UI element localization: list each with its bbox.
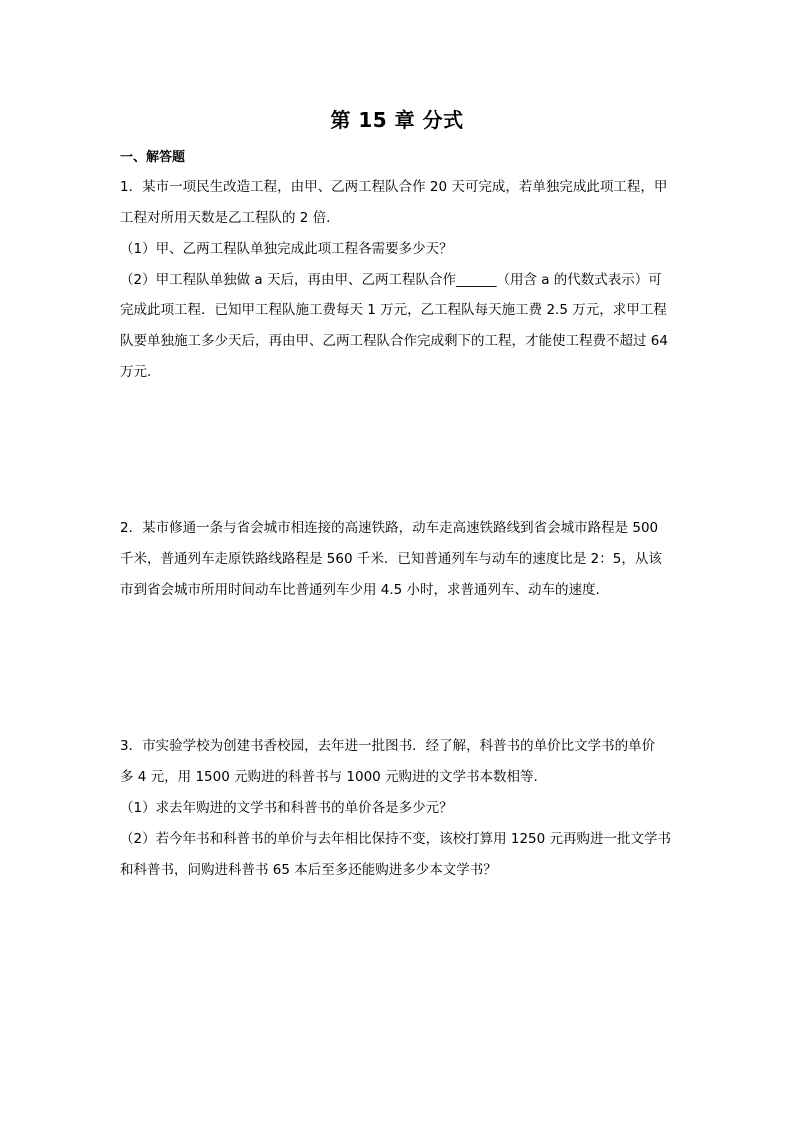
- q3-line-2: 多 4 元，用 1500 元购进的科普书与 1000 元购进的文学书本数相等.: [120, 769, 538, 785]
- page-title: 第 15 章 分式: [330, 108, 464, 132]
- q3-part-1: （1）求去年购进的文学书和科普书的单价各是多少元？: [120, 800, 453, 816]
- q2-line-3: 市到省会城市所用时间动车比普通列车少用 4.5 小时，求普通列车、动车的速度.: [120, 582, 600, 598]
- q3-line-1: 3．市实验学校为创建书香校园，去年进一批图书．经了解，科普书的单价比文学书的单价: [120, 738, 656, 754]
- section-heading: 一、解答题: [120, 150, 186, 165]
- q1-part-1: （1）甲、乙两工程队单独完成此项工程各需要多少天？: [120, 241, 453, 257]
- q1-part-2-line-1: （2）甲工程队单独做 a 天后，再由甲、乙两工程队合作______（用含 a 的代数式表示）可: [120, 272, 662, 288]
- q1-part-2-line-3: 队要单独施工多少天后，再由甲、乙两工程队合作完成剩下的工程，才能使工程费不超过 64: [120, 333, 668, 349]
- q1-part-2-line-4: 万元.: [120, 364, 152, 380]
- q1-part-2-line-2: 完成此项工程．已知甲工程队施工费每天 1 万元，乙工程队每天施工费 2.5 万元，求甲工程: [120, 302, 667, 318]
- q2-line-1: 2．某市修通一条与省会城市相连接的高速铁路，动车走高速铁路线到省会城市路程是 500: [120, 520, 659, 536]
- q3-part-2-line-2: 和科普书，问购进科普书 65 本后至多还能购进多少本文学书？: [120, 862, 497, 878]
- q1-line-2: 工程对所用天数是乙工程队的 2 倍.: [120, 210, 331, 226]
- q2-line-2: 千米，普通列车走原铁路线路程是 560 千米．已知普通列车与动车的速度比是 2：5，从该: [120, 551, 662, 567]
- q3-part-2-line-1: （2）若今年书和科普书的单价与去年相比保持不变，该校打算用 1250 元再购进一批文学书: [120, 831, 672, 847]
- q1-line-1: 1．某市一项民生改造工程，由甲、乙两工程队合作 20 天可完成，若单独完成此项工程，甲: [120, 179, 668, 195]
